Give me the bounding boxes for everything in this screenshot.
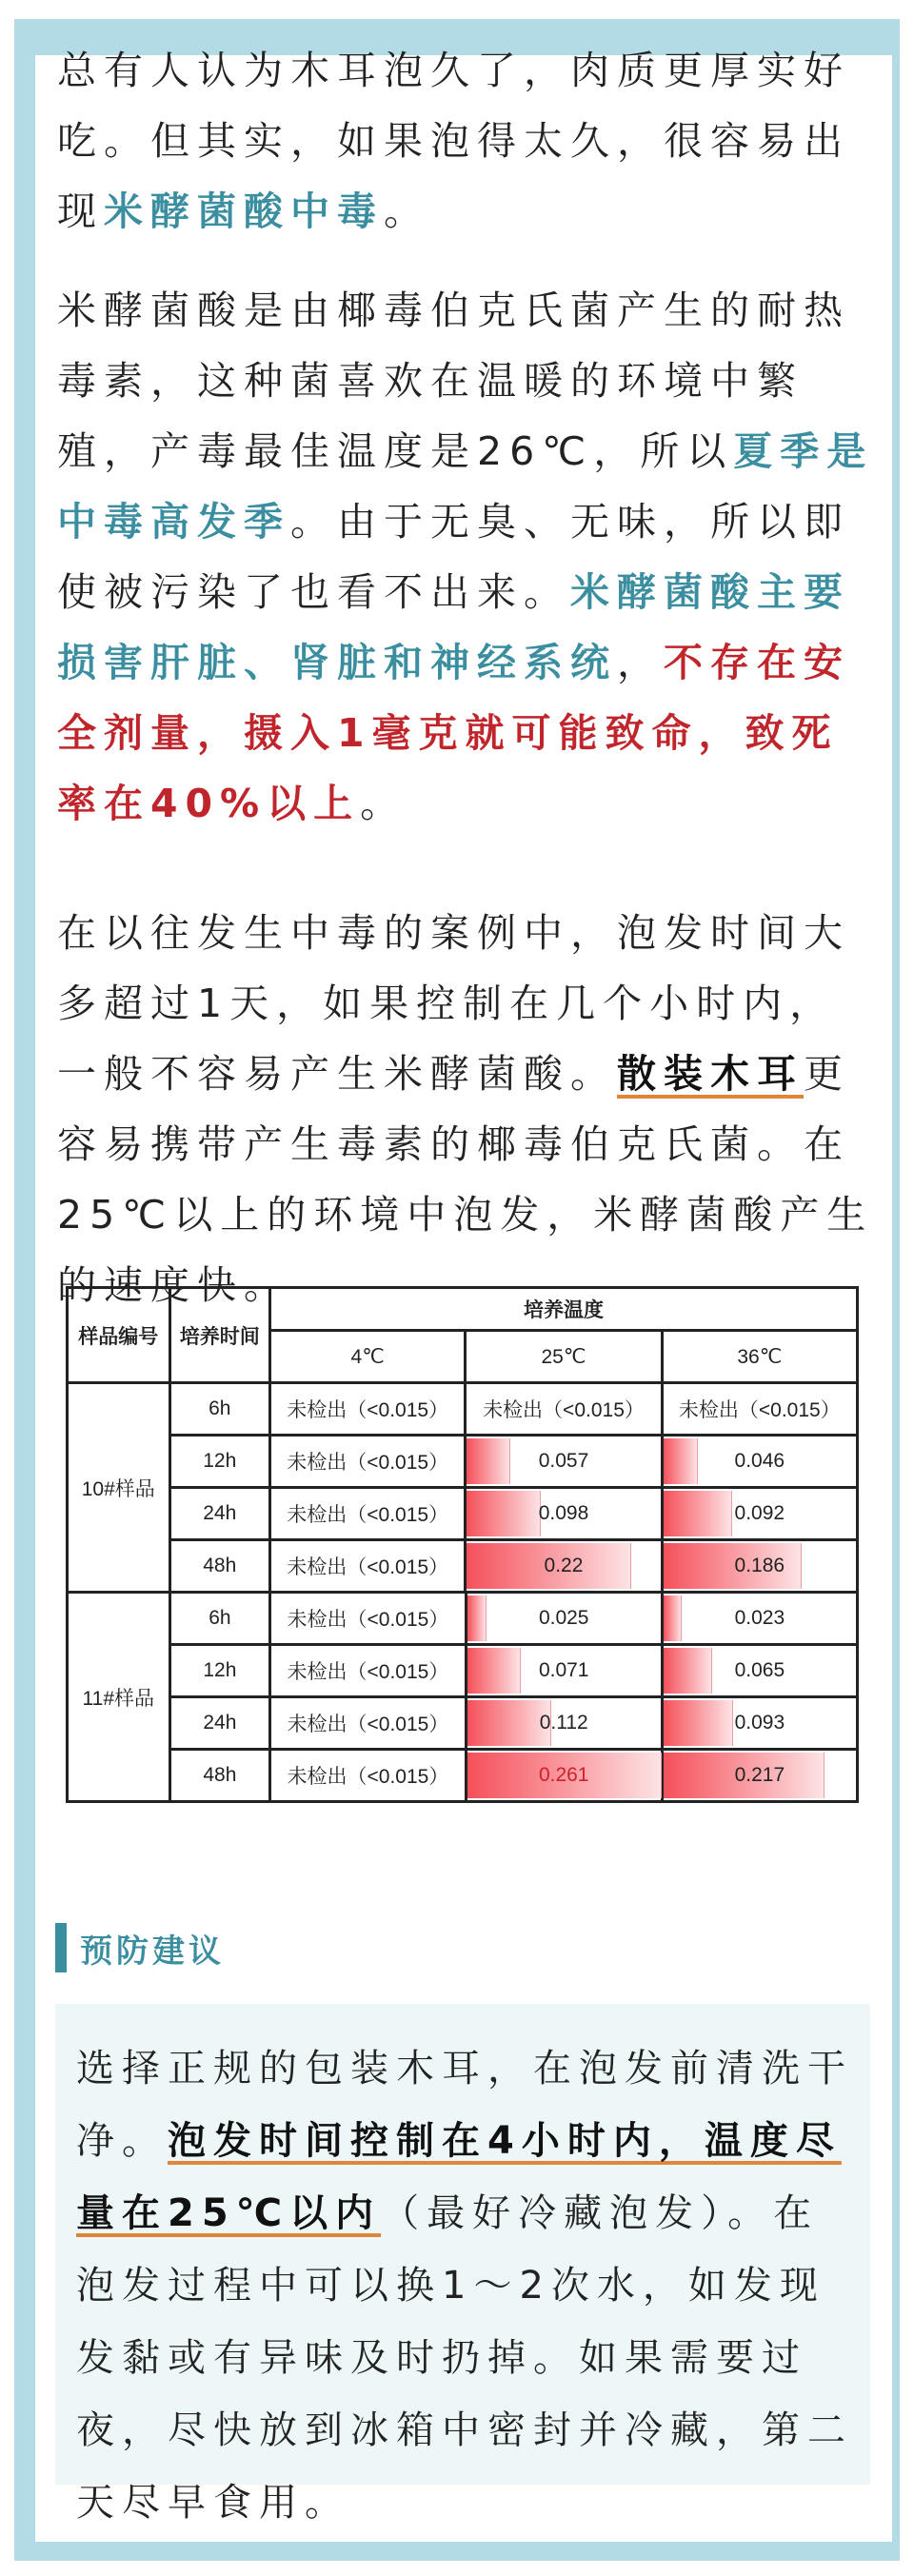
value-cell [662,1436,857,1488]
text: ， [617,640,664,685]
data-bar [664,1491,732,1536]
table-row [68,1436,858,1488]
time-cell: 12h [169,1436,270,1488]
value-cell [270,1436,466,1488]
table-row [68,1488,858,1540]
value-cell [270,1645,466,1697]
paragraph-toxin [57,275,876,839]
highlight-underlined: 散装木耳 [617,1051,804,1097]
data-table-sample-11 [66,1591,859,1803]
data-bar [467,1438,509,1484]
value-label: 0.261 [538,1764,589,1786]
sample-label: 11#样品 [68,1593,170,1802]
value-cell [466,1488,662,1540]
value-label: 0.217 [734,1764,785,1786]
value-label: 0.071 [538,1659,589,1681]
advice-paragraph [76,2032,857,2539]
sample-label: 10#样品 [68,1383,170,1593]
value-label: 0.186 [734,1555,785,1576]
time-cell: 12h [169,1645,270,1697]
data-bar [664,1438,699,1484]
advice-box [55,2004,870,2525]
table-row [68,1593,858,1645]
header-temp-25: 25℃ [466,1331,662,1383]
value-cell [270,1697,466,1750]
header-time: 培养时间 [169,1288,270,1383]
value-cell [662,1488,857,1540]
value-cell [662,1383,857,1436]
header-temp-36: 36℃ [662,1331,857,1383]
paragraph-intro [57,35,876,247]
value-label: 0.112 [539,1712,588,1734]
time-cell: 24h [169,1697,270,1750]
highlight-teal: 米酵菌酸主要损害肝脏、肾脏和神经系统 [57,569,850,685]
value-label: 0.093 [734,1712,785,1734]
table-row [68,1697,858,1750]
data-bar [664,1700,733,1746]
text: 在以往发生中毒的案例中，泡发时间大多超过1天，如果控制在几个小时内，一般不容易产生米酵菌酸。 [57,910,850,1097]
header-temperature: 培养温度 [270,1288,858,1331]
data-bar [467,1491,540,1536]
value-label: 未检出（<0.015） [287,1766,449,1788]
time-cell: 6h [169,1593,270,1645]
time-cell: 6h [169,1383,270,1436]
value-cell [270,1383,466,1436]
value-cell [466,1697,662,1750]
data-table-sample-10 [66,1286,859,1594]
data-bar [467,1700,551,1746]
data-bar [467,1648,521,1694]
value-cell [662,1697,857,1750]
highlight-teal: 夏季是中毒高发季 [57,428,874,545]
value-cell [662,1645,857,1697]
table-row [68,1750,858,1802]
value-cell [466,1540,662,1593]
text: 总有人认为木耳泡久了，肉质更厚实好吃。但其实，如果泡得太久，很容易出现 [57,48,850,234]
value-cell [270,1540,466,1593]
time-cell: 48h [169,1540,270,1593]
value-cell [466,1645,662,1697]
value-label: 未检出（<0.015） [287,1556,449,1578]
value-label: 0.22 [544,1555,584,1576]
value-label: 0.023 [734,1607,785,1629]
data-bar [664,1595,682,1641]
section-title-text: 预防建议 [80,1932,225,1971]
value-label: 未检出（<0.015） [287,1609,449,1631]
value-cell [270,1750,466,1802]
text: 选择正规的包装木耳，在泡发前清洗干净。 [76,2047,853,2163]
value-label: 0.046 [734,1450,785,1472]
table-row [68,1540,858,1593]
time-cell: 24h [169,1488,270,1540]
text: （最好冷藏泡发）。在泡发过程中可以换1～2次水，如发现发黏或有异味及时扔掉。如果需要过夜，尽快放到冰箱中密封并冷藏，第二天尽早食用。 [76,2191,853,2525]
highlight-red: 不存在安全剂量，摄入1毫克就可能致命，致死率在40%以上 [57,640,850,826]
value-cell [270,1488,466,1540]
text: 。 [384,188,430,234]
value-label: 0.057 [538,1450,589,1472]
value-label: 未检出（<0.015） [287,1399,449,1421]
text: 米酵菌酸是由椰毒伯克氏菌产生的耐热毒素，这种菌喜欢在温暖的环境中繁殖，产毒最佳温度是26℃，所以 [57,287,850,474]
value-cell [270,1593,466,1645]
value-label: 0.098 [538,1502,589,1524]
value-label: 未检出（<0.015） [287,1661,449,1683]
data-bar [467,1595,487,1641]
header-temp-4: 4℃ [270,1331,466,1383]
value-label: 0.065 [734,1659,785,1681]
value-cell [466,1593,662,1645]
value-label: 未检出（<0.015） [287,1714,449,1735]
value-label: 未检出（<0.015） [483,1399,645,1421]
value-cell [662,1540,857,1593]
value-cell [466,1383,662,1436]
header-sample: 样品编号 [68,1288,170,1383]
text: 。 [360,781,407,826]
table-row [68,1645,858,1697]
value-label: 0.092 [734,1502,785,1524]
highlight-underlined: 泡发时间控制在4小时内，温度尽量在25℃以内 [76,2119,842,2235]
value-label: 未检出（<0.015） [287,1452,449,1474]
section-title-prevention [55,1923,225,1972]
paragraph-cases [57,898,876,1320]
text: 更容易携带产生毒素的椰毒伯克氏菌。在25℃以上的环境中泡发，米酵菌酸产生的速度快。 [57,1051,874,1308]
value-cell [466,1750,662,1802]
value-cell [662,1593,857,1645]
value-cell [662,1750,857,1802]
highlight-teal: 米酵菌酸中毒 [104,188,384,234]
time-cell: 48h [169,1750,270,1802]
value-label: 0.025 [538,1607,589,1629]
table-row [68,1383,858,1436]
value-cell [466,1436,662,1488]
value-label: 未检出（<0.015） [678,1399,841,1421]
data-bar [664,1648,712,1694]
text: 。由于无臭、无味，所以即使被污染了也看不出来。 [57,499,850,615]
title-accent-bar [55,1923,67,1972]
value-label: 未检出（<0.015） [287,1504,449,1526]
